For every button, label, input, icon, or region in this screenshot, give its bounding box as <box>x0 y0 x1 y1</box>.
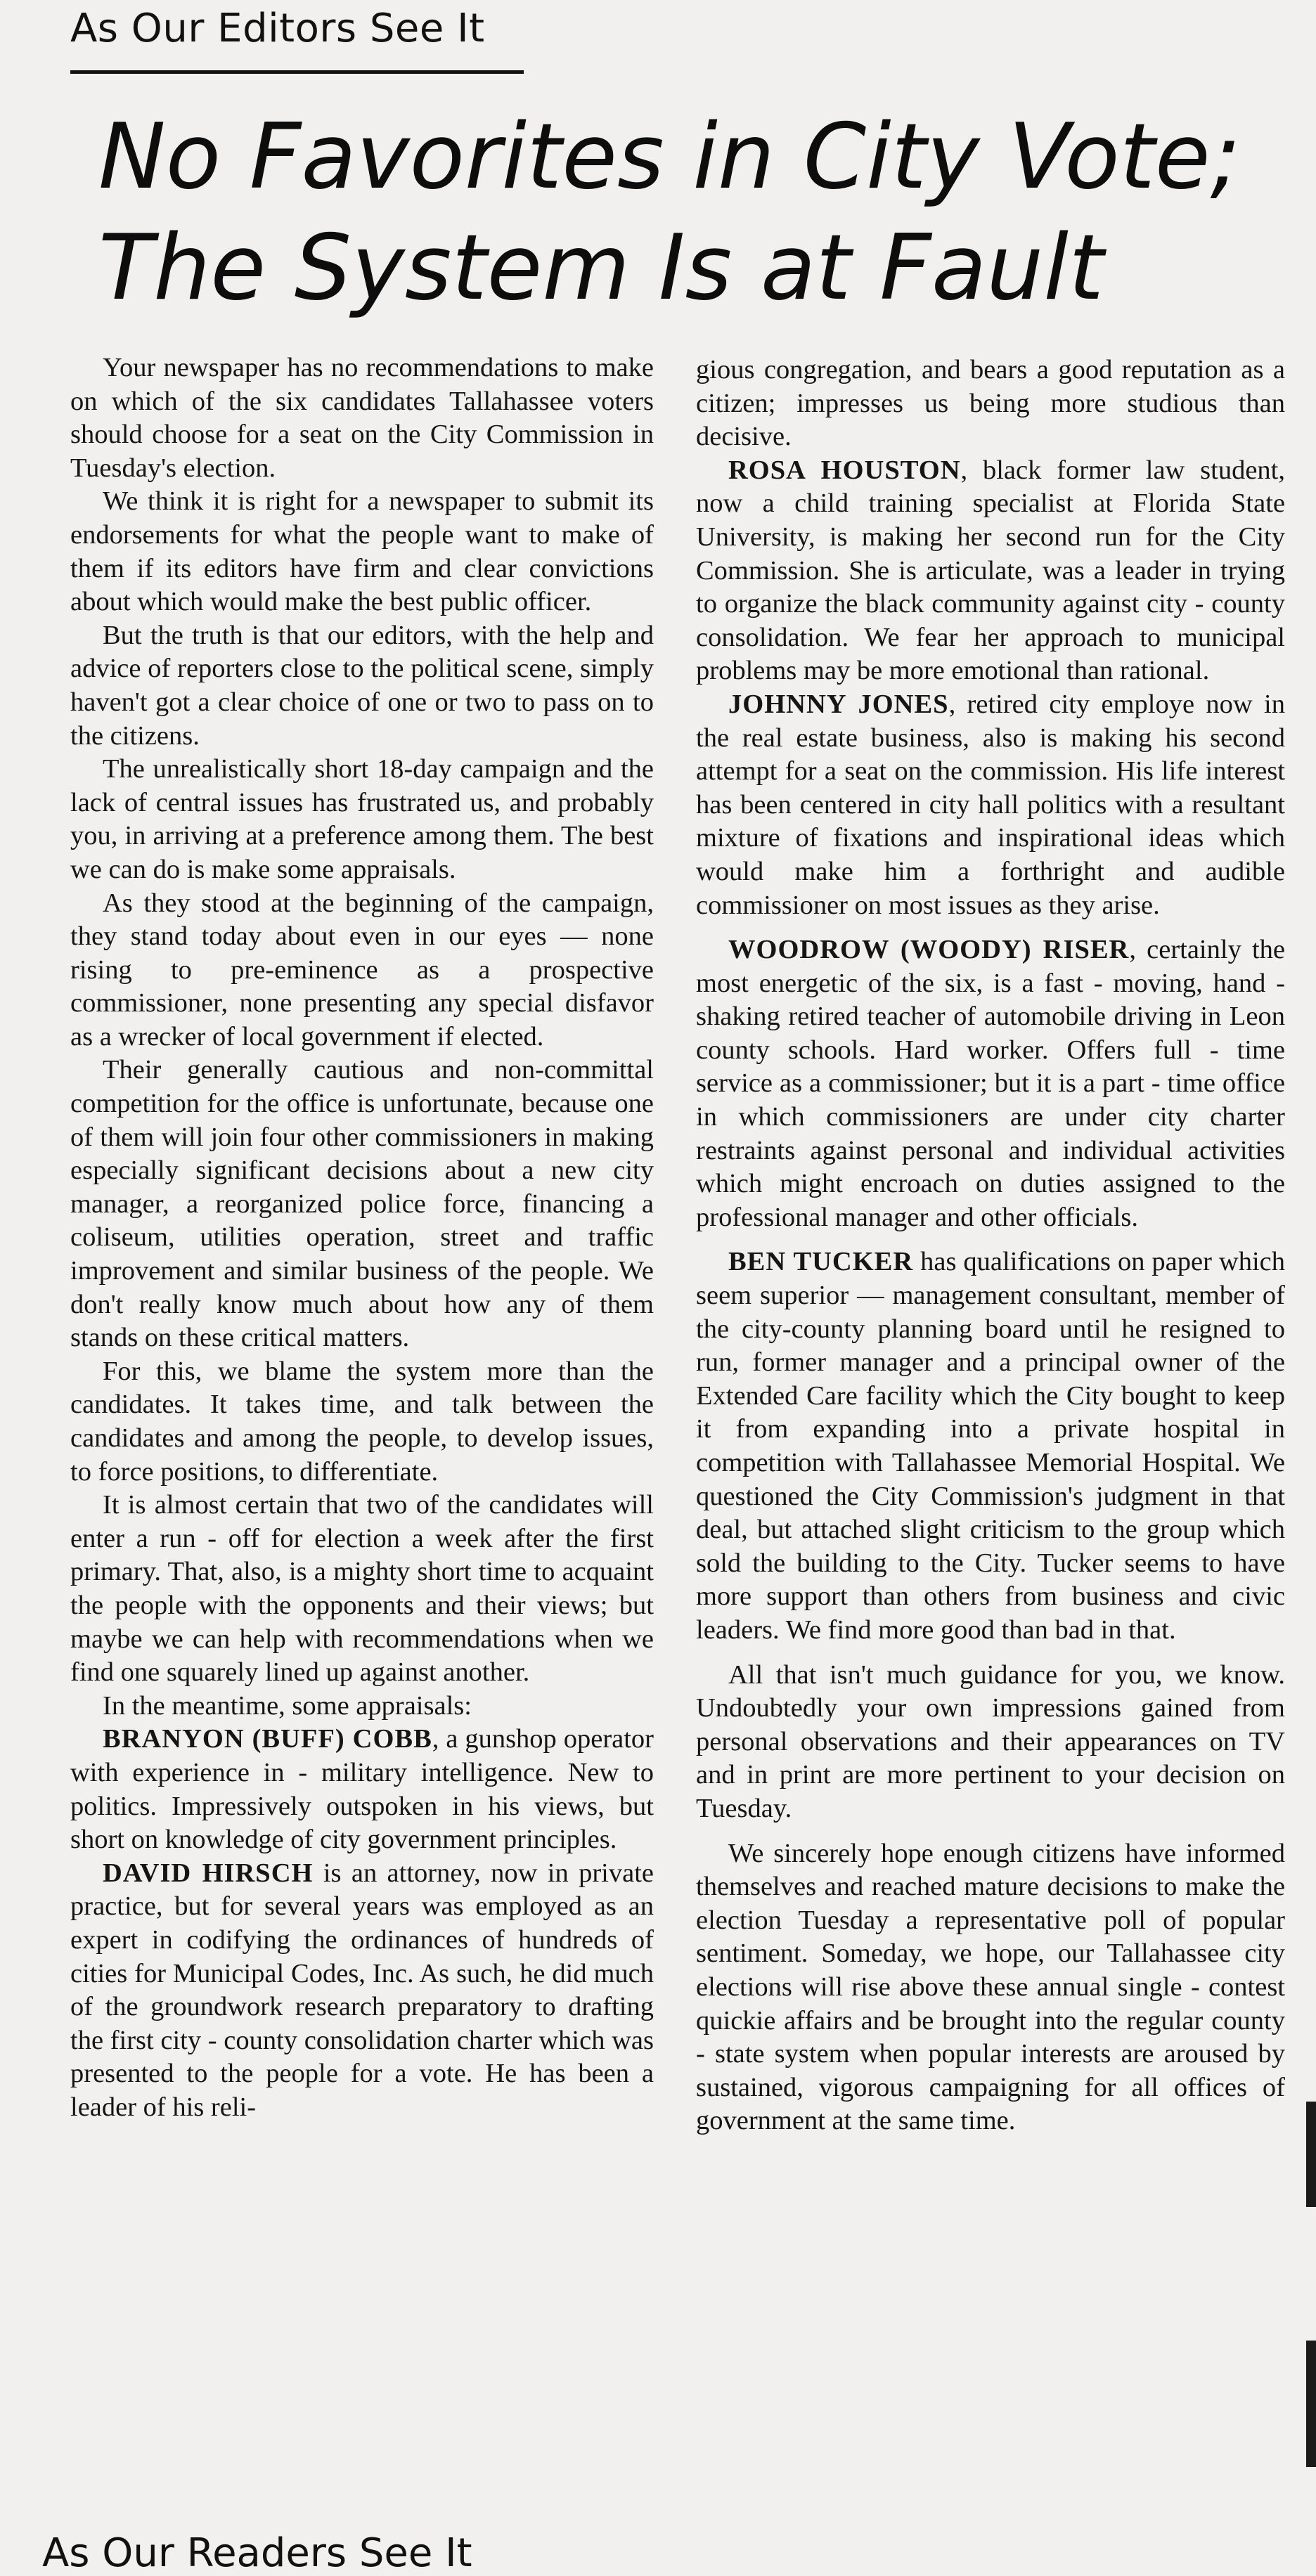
candidate-appraisal <box>70 1857 654 2125</box>
paragraph: For this, we blame the system more than the candidates. It takes time, and talk between the candidates and among the people, to develop issues, to force positions, to differentiate. <box>70 1356 654 1487</box>
candidate-appraisal <box>70 1723 654 1856</box>
paragraph: We think it is right for a newspaper to submit its endorsements for what the people want to make of them if its editors have firm and clear convictions about which would make the best public officer. <box>70 486 654 617</box>
page-edge-mark <box>1306 2102 1316 2207</box>
next-section-label: As Our Readers See It <box>42 2530 472 2576</box>
candidate-appraisal <box>696 933 1285 1234</box>
candidate-name: BEN TUCKER <box>728 1247 914 1277</box>
candidate-appraisal <box>696 454 1285 688</box>
candidate-appraisal <box>696 1245 1285 1647</box>
candidate-name: JOHNNY JONES <box>728 689 949 719</box>
paragraph: As they stood at the beginning of the campaign, they stand today about even in our eyes — none rising to pre-eminence as a prospective commissioner, none presenting any special disfavor as a wrecker of local government if elected. <box>70 888 654 1051</box>
paragraph: We sincerely hope enough citizens have informed themselves and reached mature decisions to make the election Tuesday a representative poll of popular sentiment. Someday, we hope, our Tallahassee city elections will rise above these annual single - contest quickie affairs and be brought into the regular county - state system when popular interests are aroused by sustained, vigorous campaigning for all offices of government at the same time. <box>696 1838 1285 2136</box>
paragraph: It is almost certain that two of the candidates will enter a run - off for election a week after the first primary. That, also, is a mighty short time to acquaint the people with the opponents and their views; but maybe we can help with recommendations when we find one squarely lined up against another. <box>70 1490 654 1688</box>
appraisal-text: is an attorney, now in private practice, but for several years was employed as an expert in codifying the ordinances of hundreds of cities for Municipal Codes, Inc. As such, he did much of the groundwork research preparatory to drafting the first city - county consolidation charter which was presented to the people for a vote. He has been a leader of his reli- <box>70 1858 654 2122</box>
candidate-name: WOODROW (WOODY) RISER <box>728 935 1130 965</box>
headline-line-2: The System Is at Fault <box>98 216 1104 321</box>
paragraph: Your newspaper has no recommendations to make on which of the six candidates Tallahassee voters should choose for a seat on the City Commission in Tuesday's election. <box>70 353 654 483</box>
section-label: As Our Editors See It <box>70 6 485 51</box>
appraisal-text: , black former law student, now a child training specialist at Florida State University, is making her second run for the City Commission. She is articulate, was a leader in trying to organize the black community against city - county consolidation. We fear her approach to municipal problems may be more emotional than rational. <box>696 455 1285 686</box>
candidate-name: ROSA HOUSTON <box>728 455 961 485</box>
appraisal-text: , retired city employe now in the real estate business, also is making his second attempt for a seat on the commission. His life interest has been centered in city hall politics with a resultant mixture of fixations and inspirational ideas which would make him a forthright and audible commissioner on most issues as they arise. <box>696 689 1285 920</box>
candidate-name: BRANYON (BUFF) COBB <box>103 1724 432 1754</box>
headline <box>98 102 1294 324</box>
paragraph: Their generally cautious and non-committal competition for the office is unfortunate, because one of them will join four other commissioners in making especially significant decisions about a new city manager, a reorganized police force, financing a coliseum, utilities operation, street and traffic improvement and similar business of the people. We don't really know much about how any of them stands on these critical matters. <box>70 1055 654 1353</box>
candidate-name: DAVID HIRSCH <box>103 1858 314 1888</box>
paragraph: In the meantime, some appraisals: <box>103 1690 472 1721</box>
page-edge-mark <box>1306 2341 1316 2467</box>
paragraph: But the truth is that our editors, with the help and advice of reporters close to the political scene, simply haven't got a clear choice of one or two to pass on to the citizens. <box>70 620 654 751</box>
headline-line-1: No Favorites in City Vote; <box>98 105 1241 209</box>
candidate-appraisal <box>696 688 1285 922</box>
appraisal-text: has qualifications on paper which seem superior — management consultant, member of the city-county planning board until he resigned to run, former manager and a principal owner of the Extended Care facility which the City bought to keep it from expanding into a private hospital in competition with Tallahassee Memorial Hospital. We questioned the City Commission's judgment in that deal, but attached slight criticism to the group which sold the building to the City. Tucker seems to have more support than others from business and civic leaders. We find more good than bad in that. <box>696 1247 1285 1645</box>
section-label-underline <box>70 70 524 74</box>
paragraph: The unrealistically short 18-day campaign and the lack of central issues has frustrated us, and probably you, in arriving at a preference among them. The best we can do is make some appraisals. <box>70 754 654 884</box>
paragraph: All that isn't much guidance for you, we know. Undoubtedly your own impressions gained from personal observations and their appearances on TV and in print are more pertinent to your decision on Tuesday. <box>696 1659 1285 1823</box>
article-column-right <box>696 354 1285 2138</box>
appraisal-text: , a gunshop operator with experience in - military intelligence. New to politics. Impressively outspoken in his views, but short on knowledge of city government principles. <box>70 1724 654 1855</box>
appraisal-text: , certainly the most energetic of the six, is a fast - moving, hand - shaking retired teacher of automobile driving in Leon county schools. Hard worker. Offers full - time service as a commissioner; but it is a part - time office in which commissioners are under city charter restraints against personal and individual activities which might encroach on duties assigned to the professional manager and other officials. <box>696 935 1285 1232</box>
article-column-left <box>70 351 654 2124</box>
paragraph-continued: gious congregation, and bears a good reputation as a citizen; impresses us being more studious than decisive. <box>696 355 1285 452</box>
